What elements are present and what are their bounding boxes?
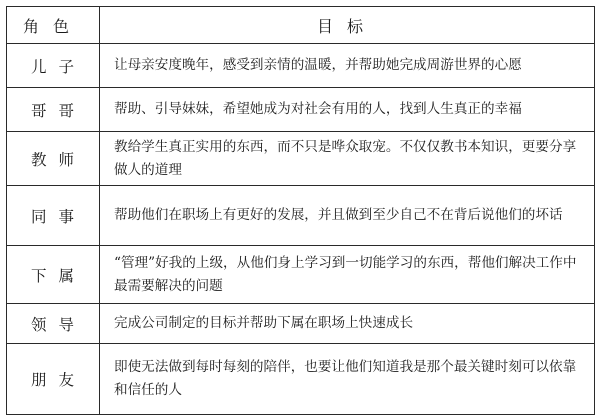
role-cell: 儿子	[7, 44, 100, 88]
role-cell: 教师	[7, 132, 100, 186]
role-cell: 同事	[7, 186, 100, 246]
header-goal: 目标	[100, 7, 595, 44]
goal-cell: 即使无法做到每时每刻的陪伴，也要让他们知道我是那个最关键时刻可以依靠和信任的人	[100, 344, 595, 415]
goal-cell: 教给学生真正实用的东西，而不只是哗众取宠。不仅仅教书本知识，更要分享做人的道理	[100, 132, 595, 186]
table-row	[7, 246, 595, 304]
role-goals-table	[6, 6, 595, 415]
table-row	[7, 132, 595, 186]
table-row	[7, 88, 595, 132]
header-role: 角色	[7, 7, 100, 44]
goal-cell: 帮助他们在职场上有更好的发展，并且做到至少自己不在背后说他们的坏话	[100, 186, 595, 246]
goal-cell: 完成公司制定的目标并帮助下属在职场上快速成长	[100, 304, 595, 344]
role-cell: 朋友	[7, 344, 100, 415]
goal-cell: 帮助、引导妹妹，希望她成为对社会有用的人，找到人生真正的幸福	[100, 88, 595, 132]
role-goals-document	[6, 6, 594, 411]
goal-cell: 让母亲安度晚年，感受到亲情的温暖，并帮助她完成周游世界的心愿	[100, 44, 595, 88]
role-cell: 下属	[7, 246, 100, 304]
table-header-row	[7, 7, 595, 44]
table-row	[7, 344, 595, 415]
role-cell: 领导	[7, 304, 100, 344]
goal-cell: “管理”好我的上级，从他们身上学习到一切能学习的东西，帮他们解决工作中最需要解决的问题	[100, 246, 595, 304]
table-row	[7, 304, 595, 344]
table-row	[7, 44, 595, 88]
role-cell: 哥哥	[7, 88, 100, 132]
table-row	[7, 186, 595, 246]
